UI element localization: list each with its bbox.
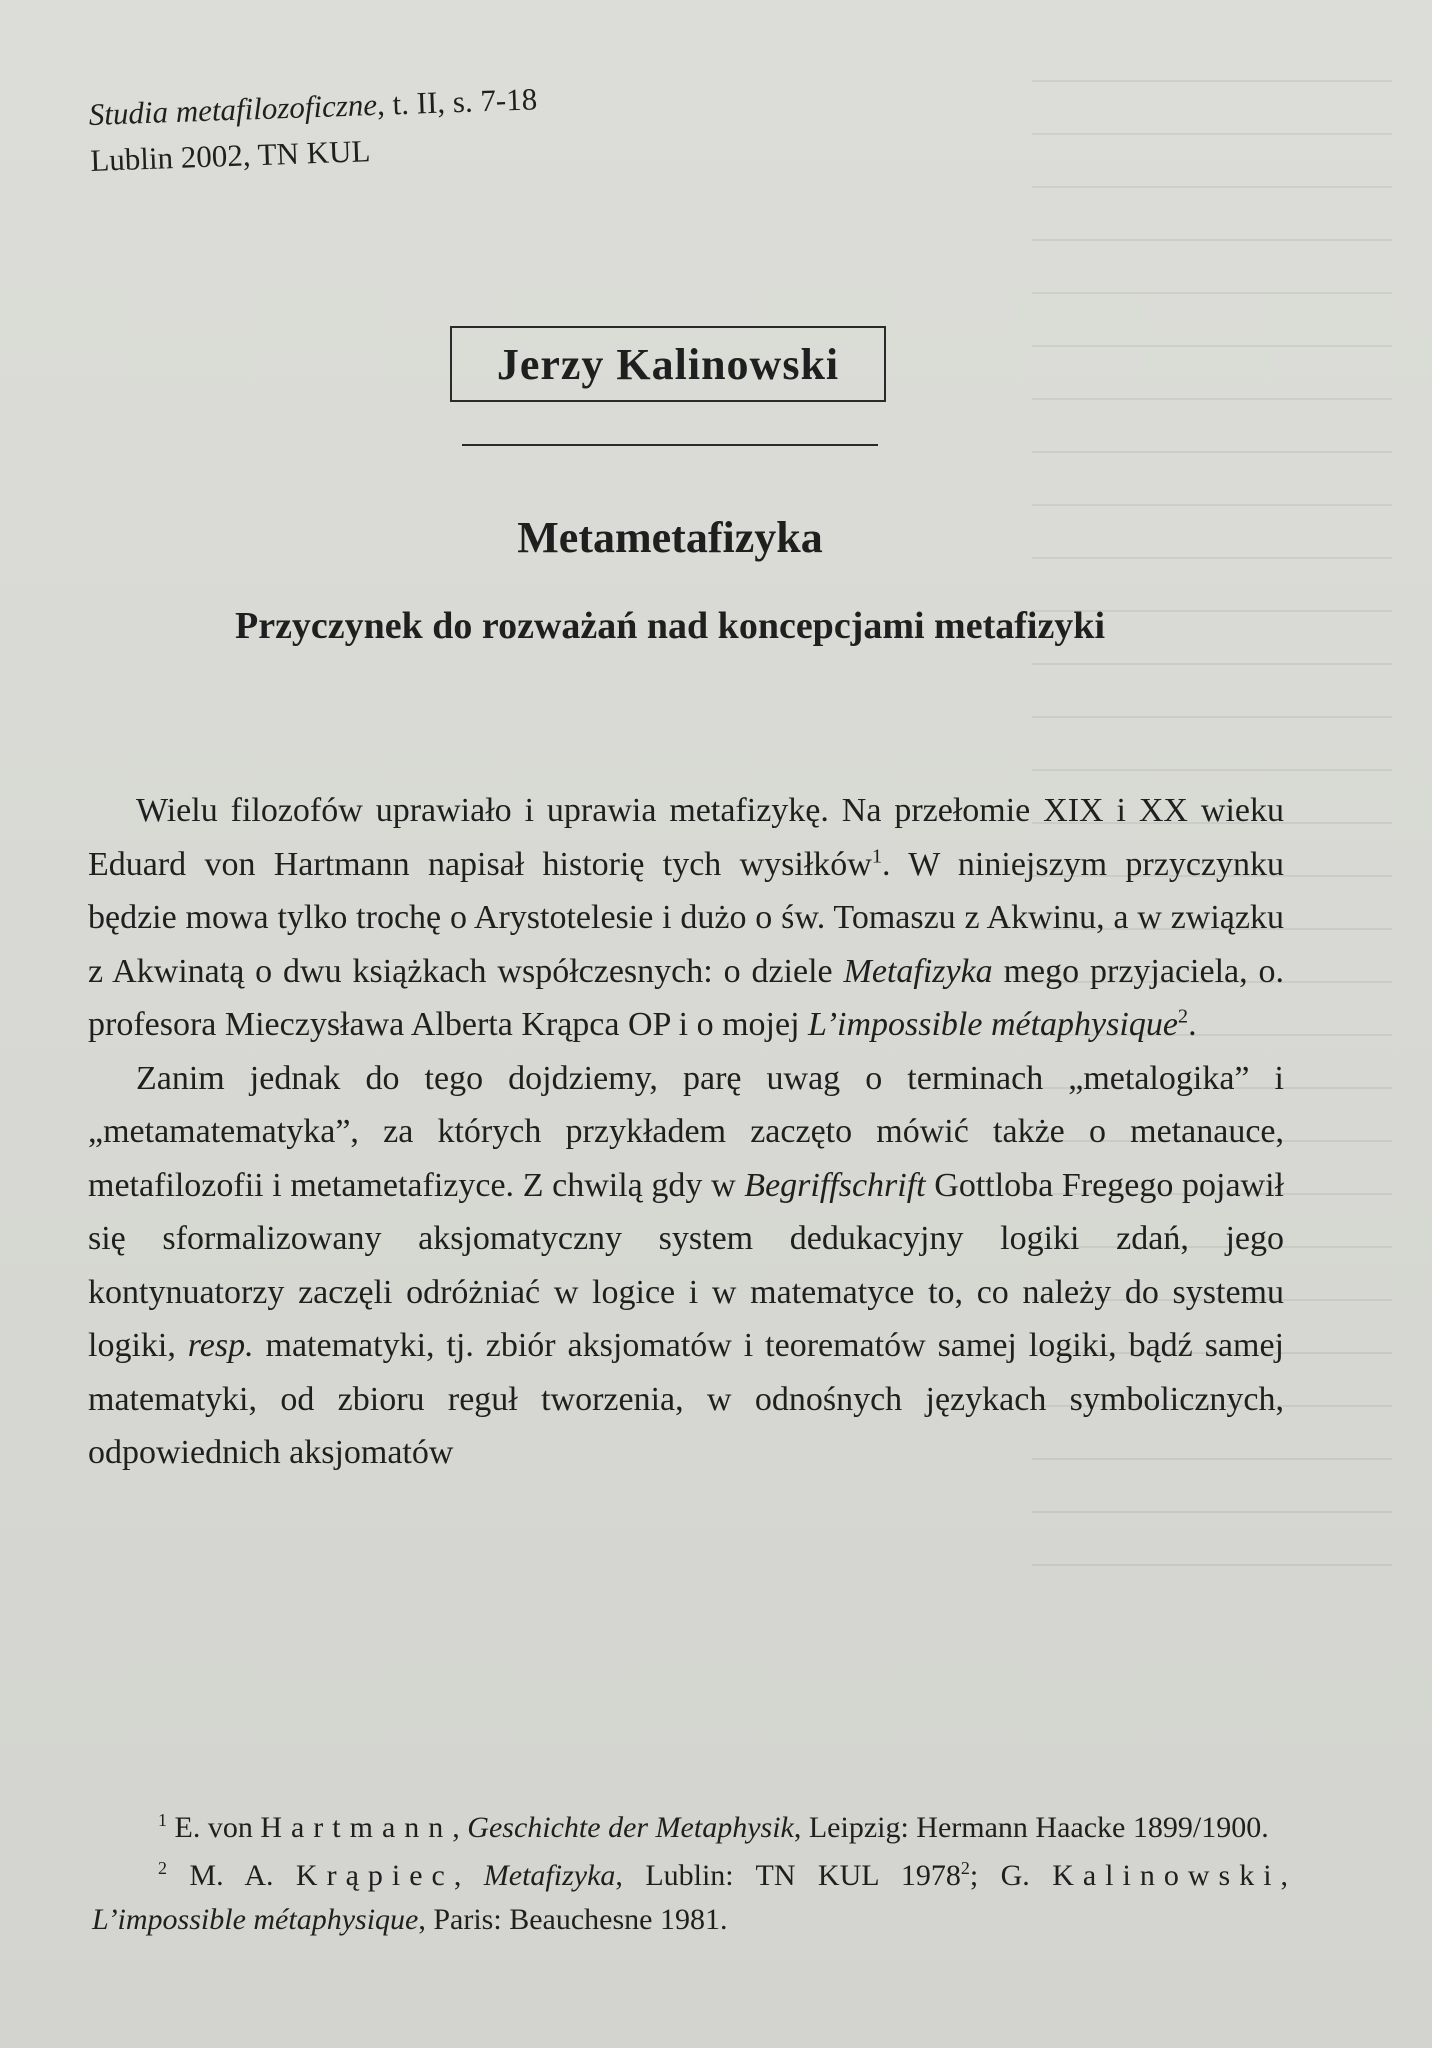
text-run: ,	[1280, 1859, 1289, 1892]
text-run: M. A.	[167, 1859, 296, 1892]
italic-term: resp.	[187, 1327, 254, 1364]
italic-title: L’impossible métaphysique	[808, 1006, 1178, 1043]
text-run: . W niniejszym przyczynku będzie mowa tylko trochę o Arystotelesie i dużo o św. Tomaszu z Akwinu, a w związku z Akwinatą o dwu książkach współczesnych: o dziele	[88, 845, 1284, 990]
text-run: , Lublin: TN KUL 1978	[615, 1859, 961, 1892]
text-run: ,	[452, 1811, 468, 1844]
text-run: matematyki, tj. zbiór aksjomatów i teorematów samej logiki, bądź samej matematyki, od zbioru reguł tworzenia, w odnośnych językach symbolicznych, odpowiednich aksjomatów	[88, 1327, 1284, 1471]
article-body	[88, 784, 1284, 1480]
text-run: ,	[453, 1859, 484, 1892]
publisher-line: Lublin 2002, TN KUL	[89, 133, 371, 178]
italic-title: Metafizyka	[843, 952, 993, 990]
footnotes	[92, 1806, 1288, 1946]
text-run: ; G.	[969, 1859, 1053, 1892]
author-spaced: Krąpiec	[295, 1859, 454, 1892]
text-run: mego przyjaciela, o. profesora Mieczysława Alberta Krąpca OP i o mojej	[88, 952, 1284, 1043]
footnote-1	[92, 1806, 1288, 1850]
footnote-number: 2	[158, 1858, 167, 1878]
text-run: .	[1188, 1006, 1197, 1043]
text-run: Zanim jednak do tego dojdziemy, parę uwag o terminach „metalogika” i „metamatematyka”, za których przykładem zaczęto mówić także o metanauce, metafilozofii i metametafizyce. Z chwilą gdy w	[88, 1059, 1284, 1204]
author-name: Jerzy Kalinowski	[450, 326, 886, 402]
italic-title: Metafizyka	[483, 1859, 616, 1892]
journal-header	[88, 76, 540, 184]
title-rule	[462, 444, 878, 446]
text-run: Wielu filozofów uprawiało i uprawia metafizykę. Na przełomie XIX i XX wieku Eduard von Hartmann napisał historię tych wysiłków	[88, 792, 1284, 883]
volume-pages: , t. II, s. 7-18	[376, 81, 538, 122]
footnote-number: 1	[158, 1810, 167, 1830]
author-spaced: Hartmann	[260, 1811, 453, 1844]
italic-title: Geschichte der Metaphysik	[467, 1811, 794, 1844]
author-spaced: Kalinowski	[1052, 1859, 1281, 1892]
italic-title: Begriffschrift	[744, 1166, 926, 1204]
article-subtitle: Przyczynek do rozważań nad koncepcjami metafizyki	[234, 605, 1105, 647]
footnote-2	[92, 1854, 1288, 1942]
text-run: E. von	[167, 1811, 261, 1844]
paragraph-1	[88, 784, 1284, 1052]
article-title: Metametafizyka	[517, 513, 823, 562]
text-run: , Leipzig: Hermann Haacke 1899/1900.	[793, 1811, 1269, 1844]
footnote-ref-1[interactable]: 1	[871, 845, 883, 868]
text-run: Gottloba Fregego pojawił się sformalizowany aksjomatyczny system dedukacyjny logiki zdań, jego kontynuatorzy zaczęli odróżniać w logice i w matematyce to, co należy do systemu logiki,	[88, 1166, 1284, 1364]
text-run: , Paris: Beauchesne 1981.	[418, 1903, 728, 1936]
footnote-ref-2[interactable]: 2	[1177, 1005, 1189, 1028]
edition-superscript: 2	[960, 1858, 970, 1878]
italic-title: L’impossible métaphysique	[92, 1903, 419, 1936]
journal-name: Studia metafilozoficzne	[88, 86, 378, 132]
paragraph-2	[88, 1052, 1284, 1480]
